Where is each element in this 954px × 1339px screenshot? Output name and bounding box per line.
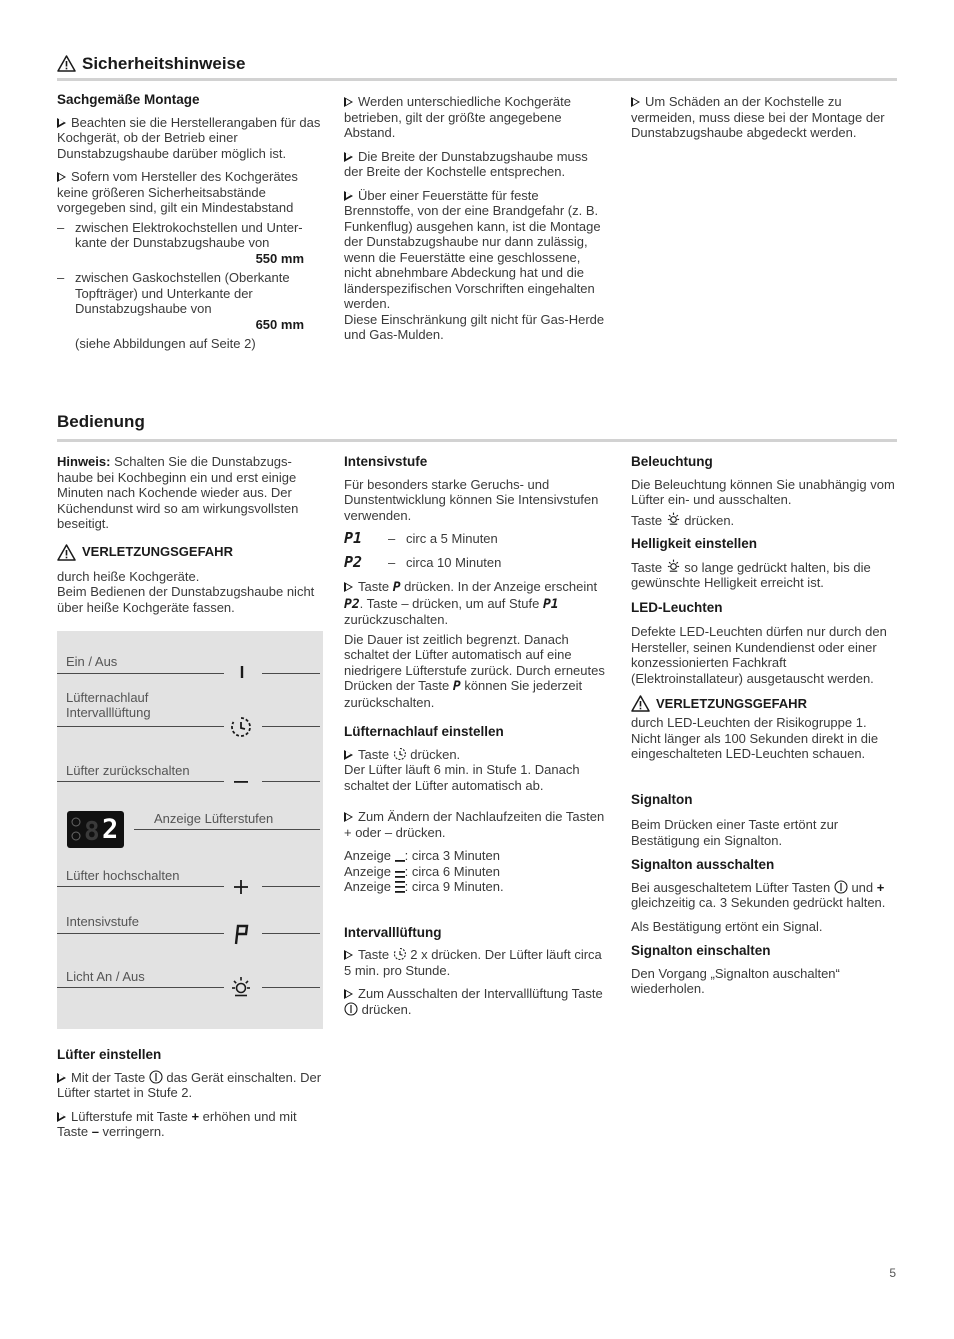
display-two-bars-icon [395,866,405,878]
timer-button-icon[interactable] [230,716,252,738]
intensive-button-icon[interactable] [233,922,251,946]
paragraph: Die Dauer ist zeitlich begrenzt. Danach schaltet der Lüfter automatisch auf eine niedrigere Lüfterstufe zurück. Durch erneutes Drücken der Taste P können Sie jederzeit zurückschalten. [344,631,605,710]
section-heading: Lüfternachlauf einstellen [344,724,504,739]
safety-title-text: Sicherheitshinweise [82,53,246,73]
section-heading: Signalton ausschalten [631,857,775,872]
paragraph: Um Schäden an der Kochstelle zu vermeiden, muss diese bei der Montage der Dunstabzugshaube abgedeckt werden. [631,94,885,140]
panel-label-run-on: Lüfternachlauf Intervalllüftung [66,690,151,720]
paragraph: Werden unterschiedliche Kochgeräte betrieben, gilt der größte angegebene Abstand. [344,94,571,140]
paragraph: Taste so lange gedrückt halten, bis die gewünschte Helligkeit erreicht ist. [631,559,871,590]
power-circle-icon [344,1002,358,1016]
list-item: – zwischen Gaskochstellen (Oberkante Topfträger) und Unterkante der Dunstabzugshaube von 650 mm [57,270,304,332]
panel-label-fan-up: Lüfter hochschalten [66,868,180,883]
paragraph: Über einer Feuerstätte für feste Brennstoffe, von der eine Brandgefahr (z. B. Funkenflug) ausgehen kann, ist die Montage der Dunstabzugshaube nur dann zulässig, wenn die Feuerstätte eine geschlossene, nicht abnehmbare Abdeckung hat und die länderspezifischen Vorschriften eingehalten werden. [344,187,601,311]
warning-icon [631,695,650,712]
paragraph: Für besonders starke Geruchs- und Dunstentwicklung können Sie Intensivstufen verwenden. [344,476,599,523]
distance-value: 650 mm [255,316,304,332]
paragraph: Mit der Taste das Gerät einschalten. Der Lüfter startet in Stufe 2. [57,1069,322,1100]
safety-column-3 [631,94,897,149]
divider [57,78,897,81]
operation-column-3 [631,454,897,1005]
display-one-bar-icon [395,850,405,862]
paragraph: Beachten sie die Herstellerangaben für das Kochgerät, ob der Betrieb einer Dunstabzugshaube darüber möglich ist. [57,114,321,161]
paragraph: Zum Ändern der Nachlaufzeiten die Tasten + oder – drücken. [344,809,605,840]
page-number: 5 [889,1266,896,1280]
display-three-bars-icon [395,881,405,893]
section-heading: LED-Leuchten [631,599,723,615]
light-icon [666,559,681,574]
safety-column-1 [57,92,325,352]
distance-value: 550 mm [255,250,304,266]
paragraph: Diese Einschränkung gilt nicht für Gas-Herde und Gas-Mulden. [344,311,605,342]
bullet-triangle-icon [57,172,66,182]
panel-label-fan-down: Lüfter zurückschalten [66,763,190,778]
bullet-triangle-icon [57,118,66,128]
light-icon [666,512,681,527]
warning-icon [57,544,76,561]
bullet-triangle-icon [57,1112,66,1122]
section-heading: Sachgemäße Montage [57,92,200,107]
paragraph: Taste P drücken. In der Anzeige erscheint P2. Taste – drücken, um auf Stufe P1 zurückzuschalten. [344,579,598,627]
note: (siehe Abbildungen auf Seite 2) [75,336,256,351]
safety-title [57,55,245,72]
section-heading: Intensivstufe [344,454,428,469]
paragraph: Defekte LED-Leuchten dürfen nur durch den Hersteller, seinen Kundendienst oder einer konzessionierten Fachkraft (Elektroinstallateur) ausgetauscht werden. [631,624,887,686]
display-row: Anzeige : circa 9 Minuten. [344,879,504,894]
display-row: Anzeige : circa 3 Minuten [344,848,500,863]
paragraph: Taste drücken. [344,747,610,763]
bullet-triangle-icon [344,191,353,201]
paragraph: Sofern vom Hersteller des Kochgerätes keine größeren Sicherheitsabstände vorgegeben sind, gilt ein Mindestabstand [57,169,298,215]
list-item: P2 – circa 10 Minuten [344,553,502,572]
control-panel [57,631,323,1029]
list-item: – zwischen Elektrokochstellen und Unter-kante der Dunstabzugshaube von 550 mm [57,219,304,266]
paragraph: Als Bestätigung ertönt ein Signal. [631,918,823,934]
paragraph: Die Breite der Dunstabzugshaube muss der Breite der Kochstelle entsprechen. [344,148,588,179]
hint-paragraph: Hinweis: Schalten Sie die Dunstabzugs-haube bei Kochbeginn ein und erst einige Minuten nach Kochende wieder aus. Der Küchendunst wird so am wirkungsvollsten beseitigt. [57,454,299,531]
panel-label-light: Licht An / Aus [66,969,145,984]
paragraph: Taste drücken. [631,512,735,528]
divider [57,439,897,442]
paragraph: durch LED-Leuchten der Risikogruppe 1. Nicht länger als 100 Sekunden direkt in die eingeschalteten LED-Leuchten schauen. [631,715,879,761]
paragraph: Taste 2 x drücken. Der Lüfter läuft circa 5 min. pro Stunde. [344,947,602,978]
bullet-triangle-icon [344,950,353,960]
bullet-triangle-icon [344,812,353,822]
power-circle-icon [834,880,848,894]
paragraph: Die Beleuchtung können Sie unabhängig vom Lüfter ein- und ausschalten. [631,476,895,507]
section-heading: Lüfter einstellen [57,1047,162,1062]
bullet-triangle-icon [344,989,353,999]
warning-icon [57,55,76,72]
paragraph: Der Lüfter läuft 6 min. in Stufe 1. Danach schaltet der Lüfter automatisch ab. [344,762,580,793]
operation-title: Bedienung [57,412,145,431]
fan-level-display [67,811,124,848]
bullet-triangle-icon [344,582,353,592]
panel-label-on-off: Ein / Aus [66,654,118,669]
warning-heading: VERLETZUNGSGEFAHR [57,544,325,561]
power-button-icon[interactable] [234,664,250,680]
display-row: Anzeige : circa 6 Minuten [344,863,500,879]
panel-label-display: Anzeige Lüfterstufen [154,811,274,826]
paragraph: Lüfterstufe mit Taste + erhöhen und mit Taste – verringern. [57,1108,297,1139]
svg-text:8: 8 [84,817,100,847]
display-digit: 2 [102,814,119,845]
warning-heading: VERLETZUNGSGEFAHR [631,695,897,712]
paragraph: Den Vorgang „Signalton auschalten“ wiederholen. [631,965,840,996]
light-button-icon[interactable] [229,976,253,1000]
section-heading: Helligkeit einstellen [631,536,758,551]
section-heading: Beleuchtung [631,454,713,469]
bullet-triangle-icon [344,97,353,107]
bullet-triangle-icon [344,152,353,162]
section-heading: Signalton einschalten [631,943,771,958]
list-item: P1 – circ a 5 Minuten [344,529,498,548]
operation-column-1: Hinweis: Schalten Sie die Dunstabzugs-haube bei Kochbeginn ein und erst einige Minuten nach Kochende wieder aus. Der Küchendunst wird so am wirkungsvollsten beseitigt. VERLETZUNGSGEFAHR durch heiße Kochgeräte. Beim Bedienen der Dunstabzugshaube nicht über heiße Kochgeräte fassen. [57,454,325,615]
section-heading: Signalton [631,791,693,807]
operation-column-2 [344,454,610,1025]
bullet-triangle-icon [631,97,640,107]
paragraph: Beim Drücken einer Taste ertönt zur Bestätigung ein Signalton. [631,817,839,848]
bullet-triangle-icon [344,750,353,760]
fan-settings [57,1047,325,1148]
safety-column-2 [344,94,610,351]
power-circle-icon [149,1070,163,1084]
plus-button-icon[interactable] [233,879,249,895]
bullet-triangle-icon [57,1073,66,1083]
section-heading: Intervalllüftung [344,924,442,940]
minus-button-icon[interactable] [233,771,249,787]
paragraph: Zum Ausschalten der Intervalllüftung Taste drücken. [344,986,610,1017]
timer-icon [393,947,407,961]
panel-label-intensive: Intensivstufe [66,914,139,929]
timer-icon [393,747,407,761]
paragraph: Bei ausgeschaltetem Lüfter Tasten und + gleichzeitig ca. 3 Sekunden gedrückt halten. [631,879,886,910]
